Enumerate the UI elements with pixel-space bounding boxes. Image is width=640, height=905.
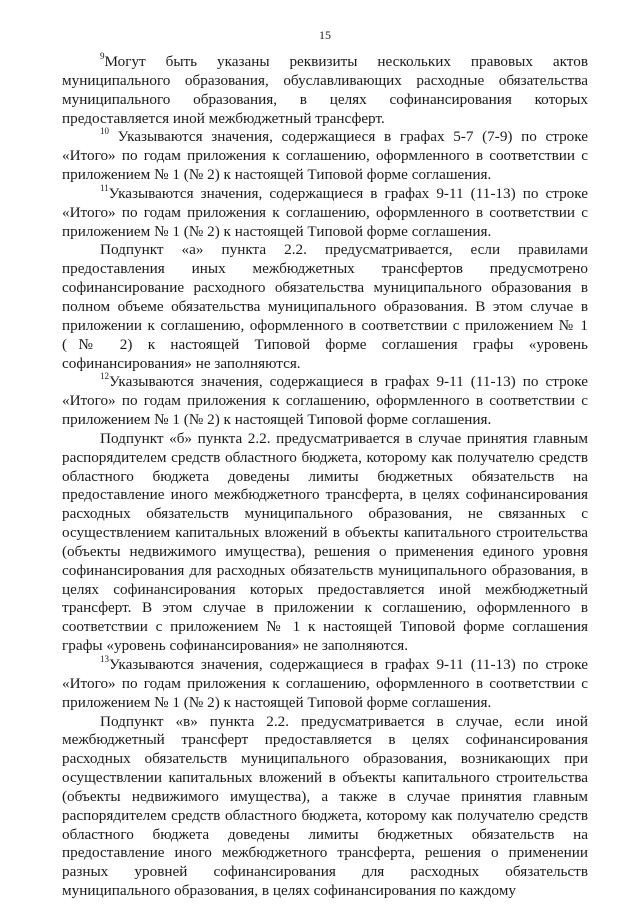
paragraph-text: Подпункт «б» пункта 2.2. предусматривается в случае принятия главным распорядителем средств областного бюджета, которому как получателю средств областного бюджета доведены лимиты бюджетных обязательств на предоставление иного межбюджетного трансферта, в целях софинансирования расходных обязательств муниципального образования, не связанных с осуществлением капитальных вложений в объекты капитального строительства (объекты недвижимого имущества), решения о применения единого уровня софинансирования для расходных обязательств муниципального образования, в целях софинансирования которых предоставляется иной межбюджетный трансферт. В этом случае в приложении к соглашению, оформленного в соответствии с приложением № 1 к настоящей Типовой форме соглашения графы «уровень софинансирования» не заполняются. [62,429,588,655]
footnote-marker: 9 [100,50,105,61]
paragraph-text: Подпункт «а» пункта 2.2. предусматривается, если правилами предоставления иных межбюджетных трансфертов предусмотрено софинансирование расходного обязательства муниципального образования в полном объеме обязательства муниципального образования. В этом случае в приложении к соглашению, оформленного в соответствии с приложением № 1 (№ 2) к настоящей Типовой форме соглашения графы «уровень софинансирования» не заполняются. [62,241,588,372]
footnote-text: Указываются значения, содержащиеся в графах 9-11 (11-13) по строке «Итого» по годам приложения к соглашению, оформленного в соответствии с приложением № 1 (№ 2) к настоящей Типовой форме соглашения. [62,373,588,429]
footnote-marker: 11 [100,182,109,193]
paragraph-subpoint-a [62,241,588,373]
paragraph-text: Подпункт «в» пункта 2.2. предусматривается в случае, если иной межбюджетный трансферт предоставляется в целях софинансирования расходных обязательств муниципального образования, возникающих при осуществлении капитальных вложений в объекты капитального строительства (объекты недвижимого имущества), а также в случае принятия главным распорядителем средств областного бюджета, которому как получателю средств областного бюджета доведены лимиты бюджетных обязательств на предоставление иного межбюджетного трансферта, решения о применении разных уровней софинансирования для расходных обязательств муниципального образования, в целях софинансирования по каждому [62,712,588,900]
footnote-marker: 10 [100,126,109,137]
footnote-text: Указываются значения, содержащиеся в графах 9-11 (11-13) по строке «Итого» по годам приложения к соглашению, оформленного в соответствии с приложением № 1 (№ 2) к настоящей Типовой форме соглашения. [62,656,588,711]
footnote-marker: 12 [100,371,109,382]
footnote-11 [62,182,588,242]
paragraph-subpoint-b [62,430,588,656]
footnote-12 [62,373,588,430]
footnote-text: Указываются значения, содержащиеся в графах 9-11 (11-13) по строке «Итого» по годам приложения к соглашению, оформленного в соответствии с приложением № 1 (№ 2) к настоящей Типовой форме соглашения. [62,184,588,240]
page-number: 15 [319,28,331,42]
footnote-text: Указываются значения, содержащиеся в графах 5-7 (7-9) по строке «Итого» по годам приложения к соглашению, оформленного в соответствии с приложением № 1 (№ 2) к настоящей Типовой форме соглашения. [62,128,588,184]
footnote-marker: 13 [100,653,109,664]
footnote-text: Могут быть указаны реквизиты нескольких правовых актов муниципального образования, обуславливающих расходные обязательства муниципального образования, в целях софинансирования которых предоставляется иной межбюджетный трансферт. [62,53,588,127]
footnote-10 [62,128,588,185]
footnote-9 [62,50,588,128]
paragraph-subpoint-v [62,713,588,901]
footnote-13 [62,653,588,713]
